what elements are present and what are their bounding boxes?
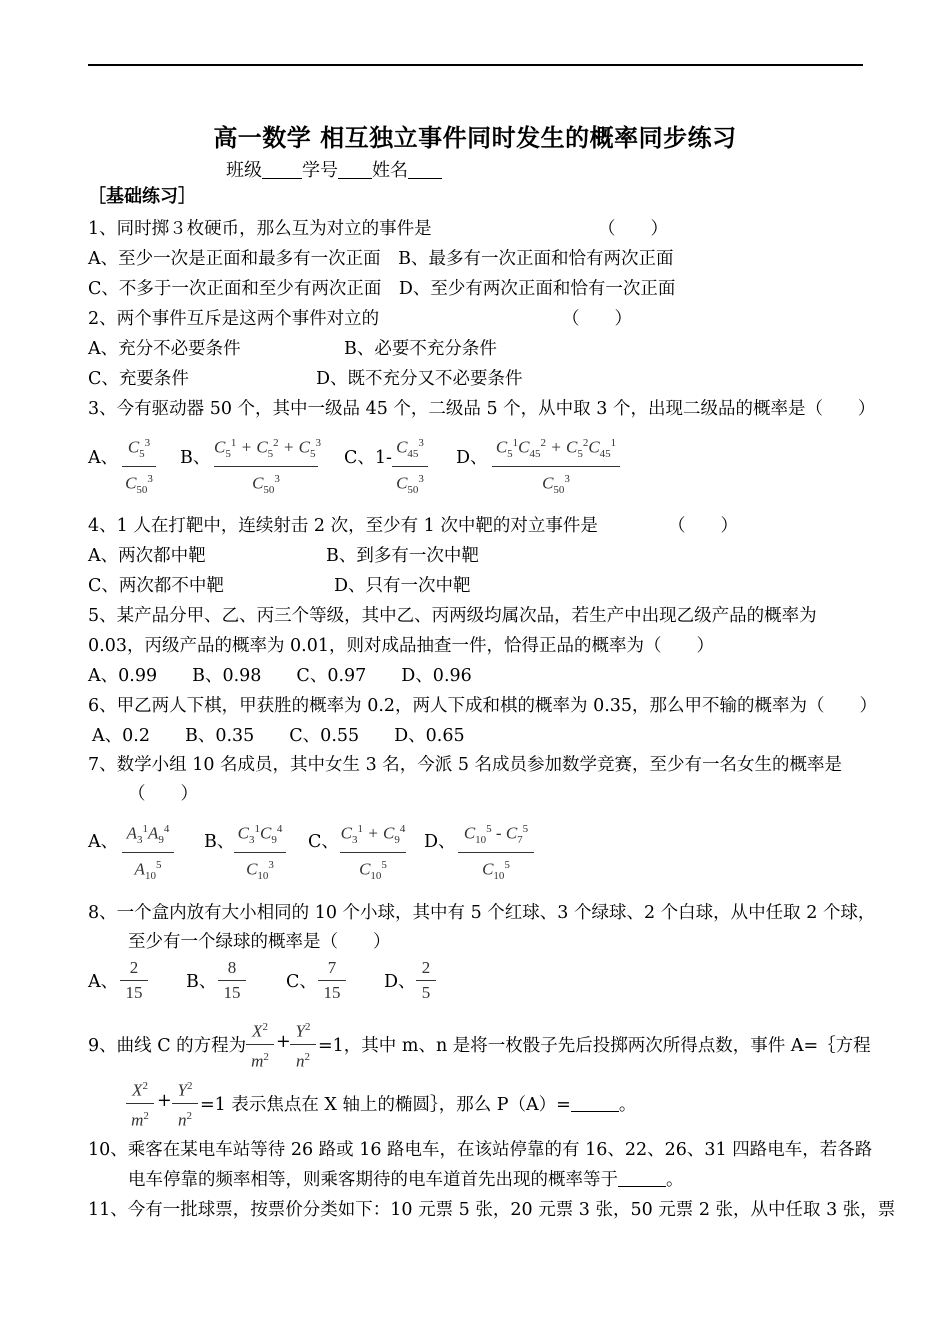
q5-line2: 0.03，丙级产品的概率为 0.01，则对成品抽查一件，恰得正品的概率为（ ） bbox=[88, 636, 714, 656]
q4-paren: （ ） bbox=[668, 516, 738, 536]
q8-frac-a-den: 15 bbox=[125, 983, 143, 1002]
q8-label-b: B、 bbox=[186, 972, 217, 992]
q8-frac-d-den: 5 bbox=[421, 983, 431, 1002]
q8-label-d: D、 bbox=[384, 972, 416, 992]
q8-fraction-c bbox=[318, 957, 346, 1004]
q7-label-c: C、 bbox=[308, 832, 339, 852]
q2-stem: 2、两个事件互斥是这两个事件对立的 bbox=[88, 309, 380, 329]
q8-frac-c-num: 7 bbox=[327, 958, 337, 977]
q3-fraction-d: $C_5^1C_{45}^2 + C_5^2C_{45}^1$ $C_{50}^3$ bbox=[492, 432, 620, 501]
q9-fraction-x2: $X^2$ $m^2$ bbox=[126, 1075, 154, 1131]
q10-line1: 10、乘客在某电车站等待 26 路或 16 路电车，在该站停靠的有 16、22、26、31 四路电车，若各路 bbox=[88, 1140, 873, 1160]
q8-label-a: A、 bbox=[88, 972, 119, 992]
q9-plus-1: + bbox=[276, 1032, 291, 1052]
q4-stem: 4、1 人在打靶中，连续射击 2 次，至少有 1 次中靶的对立事件是 bbox=[88, 516, 598, 536]
class-label: 班级 bbox=[226, 160, 262, 181]
q3-label-d: D、 bbox=[456, 448, 488, 468]
q6-options: A、0.2 B、0.35 C、0.55 D、0.65 bbox=[92, 726, 465, 746]
q3-label-c: C、1- bbox=[344, 448, 392, 468]
q1-paren: （ ） bbox=[598, 219, 668, 239]
q9-plus-2: + bbox=[157, 1091, 172, 1111]
q3-stem: 3、今有驱动器 50 个，其中一级品 45 个，二级品 5 个，从中取 3 个，出现二级品的概率是（ ） bbox=[88, 399, 876, 419]
q3-label-b: B、 bbox=[180, 448, 211, 468]
q9-fraction-y2: $Y^2$ $n^2$ bbox=[172, 1075, 198, 1131]
student-info bbox=[226, 156, 442, 182]
q8-fraction-a bbox=[120, 957, 148, 1004]
number-label: 学号 bbox=[302, 160, 338, 181]
q8-fraction-d bbox=[416, 957, 436, 1004]
q10-line2-text: 电车停靠的频率相等，则乘客期待的电车道首先出现的概率等于 bbox=[128, 1170, 618, 1190]
q9-part1: 9、曲线 C 的方程为 bbox=[88, 1036, 247, 1056]
q1-options-ab: A、至少一次是正面和最多有一次正面 B、最多有一次正面和恰有两次正面 bbox=[88, 249, 674, 269]
q4-option-c: C、两次都不中靶 bbox=[88, 576, 224, 596]
q6-stem: 6、甲乙两人下棋，甲获胜的概率为 0.2，两人下成和棋的概率为 0.35，那么甲不输的概率为（ ） bbox=[88, 696, 878, 716]
q7-stem: 7、数学小组 10 名成员，其中女生 3 名，今派 5 名成员参加数学竞赛，至少有一名女生的概率是 bbox=[88, 755, 843, 775]
q3-fraction-c: $C_{45}^3$ $C_{50}^3$ bbox=[392, 432, 428, 501]
q7-label-d: D、 bbox=[424, 832, 456, 852]
q8-fraction-b bbox=[218, 957, 246, 1004]
class-blank[interactable] bbox=[262, 160, 302, 179]
q2-option-a: A、充分不必要条件 bbox=[88, 339, 241, 359]
q3-label-a: A、 bbox=[88, 448, 119, 468]
name-blank[interactable] bbox=[408, 160, 442, 179]
name-label: 姓名 bbox=[372, 160, 408, 181]
section-heading: ［基础练习］ bbox=[88, 186, 196, 207]
q8-frac-b-den: 15 bbox=[223, 983, 241, 1002]
q10-answer-blank[interactable] bbox=[618, 1170, 666, 1187]
q2-paren: （ ） bbox=[562, 309, 632, 329]
q7-label-a: A、 bbox=[88, 832, 119, 852]
q7-fraction-c: $C_3^1 + C_9^4$ $C_{10}^5$ bbox=[340, 823, 406, 883]
q8-line2: 至少有一个绿球的概率是（ ） bbox=[128, 932, 391, 952]
q7-fraction-b: $C_3^1C_9^4$ $C_{10}^3$ bbox=[234, 818, 286, 887]
q8-frac-d-num: 2 bbox=[421, 958, 431, 977]
q9-part2: =1，其中 m、n 是将一枚骰子先后投掷两次所得点数，事件 A=｛方程 bbox=[318, 1036, 871, 1056]
page-title: 高一数学 相互独立事件同时发生的概率同步练习 bbox=[213, 124, 737, 152]
q8-frac-a-num: 2 bbox=[129, 958, 139, 977]
q9-part4-text: 。 bbox=[618, 1095, 637, 1115]
q8-line1: 8、一个盒内放有大小相同的 10 个小球，其中有 5 个红球、3 个绿球、2 个白球，从中任取 2 个球， bbox=[88, 903, 876, 923]
q10-line2 bbox=[128, 1166, 684, 1191]
q7-fraction-d: $C_{10}^5 - C_7^5$ $C_{10}^5$ bbox=[458, 818, 534, 887]
q9-part3 bbox=[200, 1091, 636, 1116]
q7-label-b: B、 bbox=[204, 832, 235, 852]
q11-line1: 11、今有一批球票，按票价分类如下：10 元票 5 张，20 元票 3 张，50 元票 2 张，从中任取 3 张，票 bbox=[88, 1200, 896, 1220]
q7-paren: （ ） bbox=[128, 784, 198, 804]
q4-option-b: B、到多有一次中靶 bbox=[326, 546, 479, 566]
q5-line1: 5、某产品分甲、乙、丙三个等级，其中乙、丙两级均属次品，若生产中出现乙级产品的概率为 bbox=[88, 606, 817, 626]
header-rule bbox=[88, 64, 863, 66]
q8-frac-c-den: 15 bbox=[323, 983, 341, 1002]
q2-option-c: C、充要条件 bbox=[88, 369, 189, 389]
q9-part3-text: =1 表示焦点在 X 轴上的椭圆｝，那么 P（A）= bbox=[200, 1095, 571, 1115]
q2-option-b: B、必要不充分条件 bbox=[344, 339, 497, 359]
q7-fraction-a: $A_3^1A_9^4$ $A_{10}^5$ bbox=[122, 818, 174, 887]
q3-fraction-b: $C_5^1 + C_5^2 + C_5^3$ $C_{50}^3$ bbox=[214, 437, 321, 497]
number-blank[interactable] bbox=[338, 160, 372, 179]
q8-frac-b-num: 8 bbox=[227, 958, 237, 977]
q2-option-d: D、既不充分又不必要条件 bbox=[316, 369, 523, 389]
q4-option-d: D、只有一次中靶 bbox=[334, 576, 471, 596]
q9-answer-blank[interactable] bbox=[571, 1095, 619, 1112]
q9-fraction-y: $Y^2$ $n^2$ bbox=[290, 1016, 316, 1072]
q1-options-cd: C、不多于一次正面和至少有两次正面 D、至少有两次正面和恰有一次正面 bbox=[88, 279, 676, 299]
q10-end-text: 。 bbox=[666, 1170, 684, 1190]
q8-label-c: C、 bbox=[286, 972, 317, 992]
q5-options: A、0.99 B、0.98 C、0.97 D、0.96 bbox=[88, 666, 472, 686]
q9-fraction-x: $X^2$ $m^2$ bbox=[246, 1016, 274, 1072]
q4-option-a: A、两次都中靶 bbox=[88, 546, 206, 566]
q1-stem: 1、同时掷３枚硬币，那么互为对立的事件是 bbox=[88, 219, 432, 239]
q3-fraction-a: $C_5^3$ $C_{50}^3$ bbox=[122, 432, 156, 501]
